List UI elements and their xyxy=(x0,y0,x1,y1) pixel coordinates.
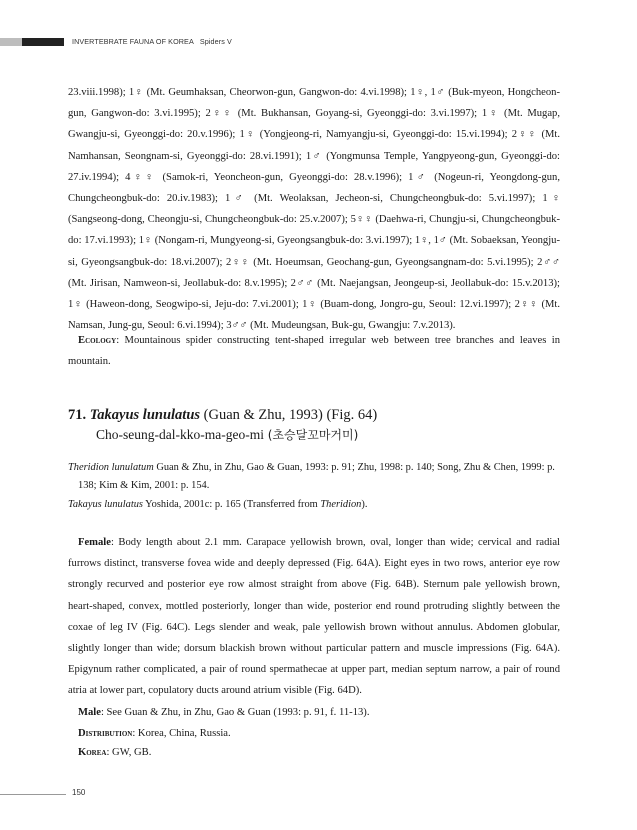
male-text: : See Guan & Zhu, in Zhu, Gao & Guan (1993: p. 91, f. 11-13). xyxy=(100,706,370,718)
volume-title: Spiders V xyxy=(199,37,232,46)
synonym-name: Theridion lunulatum xyxy=(68,462,154,473)
description-section xyxy=(68,532,560,723)
korean-name-line xyxy=(68,425,568,445)
distribution-line xyxy=(68,724,231,743)
korean-romanized: Cho-seung-dal-kko-ma-geo-mi xyxy=(96,427,264,442)
distribution-section xyxy=(68,724,231,762)
running-header xyxy=(72,37,232,46)
synonym-entry xyxy=(68,459,560,495)
ecology-paragraph xyxy=(68,330,560,372)
korea-text: : GW, GB. xyxy=(106,747,152,758)
header-bar-dark xyxy=(22,38,64,46)
korean-hangul: (초승달꼬마거미) xyxy=(263,428,359,442)
material-records xyxy=(68,82,560,336)
distribution-label: Distribution xyxy=(78,728,133,739)
ecology-label: Ecology xyxy=(78,335,117,346)
synonym-citation: Yoshida, 2001c: p. 165 (Transferred from xyxy=(142,499,321,510)
male-label: Male xyxy=(78,706,101,718)
synonym-entry xyxy=(68,496,560,514)
species-name: Takayus lunulatus xyxy=(89,407,201,423)
korea-label: Korea xyxy=(78,747,107,758)
species-authority: (Guan & Zhu, 1993) (Fig. 64) xyxy=(200,407,378,423)
page-number: 150 xyxy=(72,788,86,797)
species-heading xyxy=(68,405,568,445)
records-paragraph: 23.viii.1998); 1♀ (Mt. Geumhaksan, Cheorwon-gun, Gangwon-do: 4.vi.1998); 1♀, 1♂ (Buk-myeon, Hongcheon-gun, Gangwon-do: 3.vi.1995); 2♀♀ (Mt. Bukhansan, Goyang-si, Gyeonggi-do: 3.vi.1997); 1♀ (Mt. Mugap, Gwangju-si, Gyeonggi-do: 20.v.1996); 1♀ (Yongjeong-ri, Namyangju-si, Gyeonggi-do: 15.vi.1994); 2♀♀ (Mt. Namhansan, Seongnam-si, Gyeonggi-do: 28.vi.1991); 1♂ (Yongmunsa Temple, Yangpyeong-gun, Gyeonggi-do: 27.iv.1994); 4♀♀ (Samok-ri, Yeoncheon-gun, Gyeonggi-do: 28.v.1996); 1♂ (Nogeun-ri, Yeongdong-gun, Chungcheongbuk-do: 20.iv.1983); 1♂ (Mt. Weolaksan, Jecheon-si, Chungcheongbuk-do: 5.vi.1997); 1♀ (Sangseong-dong, Cheongju-si, Chungcheongbuk-do: 25.v.2007); 5♀♀ (Daehwa-ri, Chungju-si, Chungcheongbuk-do: 17.vi.1993); 1♀ (Nongam-ri, Mungyeong-si, Gyeongsangbuk-do: 3.vi.1997); 1♀, 1♂ (Mt. Sobaeksan, Yeongju-si, Gyeongsangbuk-do: 18.vi.2007); 2♀♀ (Mt. Hoeumsan, Geochang-gun, Gyeongsangnam-do: 5.vi.1995); 2♂♂ (Mt. Jirisan, Namweon-si, Jeollabuk-do: 8.v.1995); 2♂♂ (Mt. Naejangsan, Jeongeup-si, Jeollabuk-do: 15.v.2013); 1♀ (Haweon-dong, Seogwipo-si, Jeju-do: 7.vi.2001); 1♀ (Buam-dong, Jongro-gu, Seoul: 12.vi.1997); 2♀♀ (Mt. Namsan, Jung-gu, Seoul: 6.vi.1994); 3♂♂ (Mt. Mudeungsan, Buk-gu, Gwangju: 7.v.2013). xyxy=(68,87,560,332)
male-paragraph xyxy=(68,702,560,723)
distribution-text: : Korea, China, Russia. xyxy=(132,728,231,739)
synonym-citation: Guan & Zhu, in Zhu, Gao & Guan, 1993: p. 91; Zhu, 1998: p. 140; Song, Zhu & Chen, 1999: p. 138; Kim & Kim, 2001: p. 154. xyxy=(78,462,555,491)
synonym-ref-genus: Theridion xyxy=(320,499,362,510)
female-label: Female xyxy=(78,537,111,548)
synonym-close: ). xyxy=(361,499,368,510)
female-paragraph xyxy=(68,532,560,702)
ecology-section xyxy=(68,330,560,372)
running-title: INVERTEBRATE FAUNA OF KOREA xyxy=(72,37,194,46)
species-title-line xyxy=(68,405,568,425)
header-bar-light xyxy=(0,38,22,46)
female-text: : Body length about 2.1 mm. Carapace yellowish brown, oval, longer than wide; cervical and radial furrows distinct, transverse fovea wide and deeply depressed (Fig. 64A). Eight eyes in two rows, anterior eye row strongly recurved and posterior eye row almost straight from above (Fig. 64B). Sternum pale yellowish brown, heart-shaped, convex, mottled posteriorly, longer than wide, posterior end round protruding slightly between the coxae of leg IV (Fig. 64C). Legs slender and weak, pale yellowish brown without annulus. Abdomen globular, slightly longer than wide; dorsum blackish brown without particular pattern and muscle impressions (Fig. 64A). Epigynum rather complicated, a pair of round spermathecae at upper part, median septum narrow, a pair of round atria at lower part, copulatory ducts around atrium visible (Fig. 64D). xyxy=(68,537,560,697)
synonymy xyxy=(68,459,560,514)
korea-line xyxy=(68,743,231,762)
species-number: 71. xyxy=(68,407,87,423)
ecology-text: : Mountainous spider constructing tent-shaped irregular web between tree branches and leaves in mountain. xyxy=(68,335,560,368)
synonym-name: Takayus lunulatus xyxy=(68,499,143,510)
footer-rule xyxy=(0,794,66,795)
